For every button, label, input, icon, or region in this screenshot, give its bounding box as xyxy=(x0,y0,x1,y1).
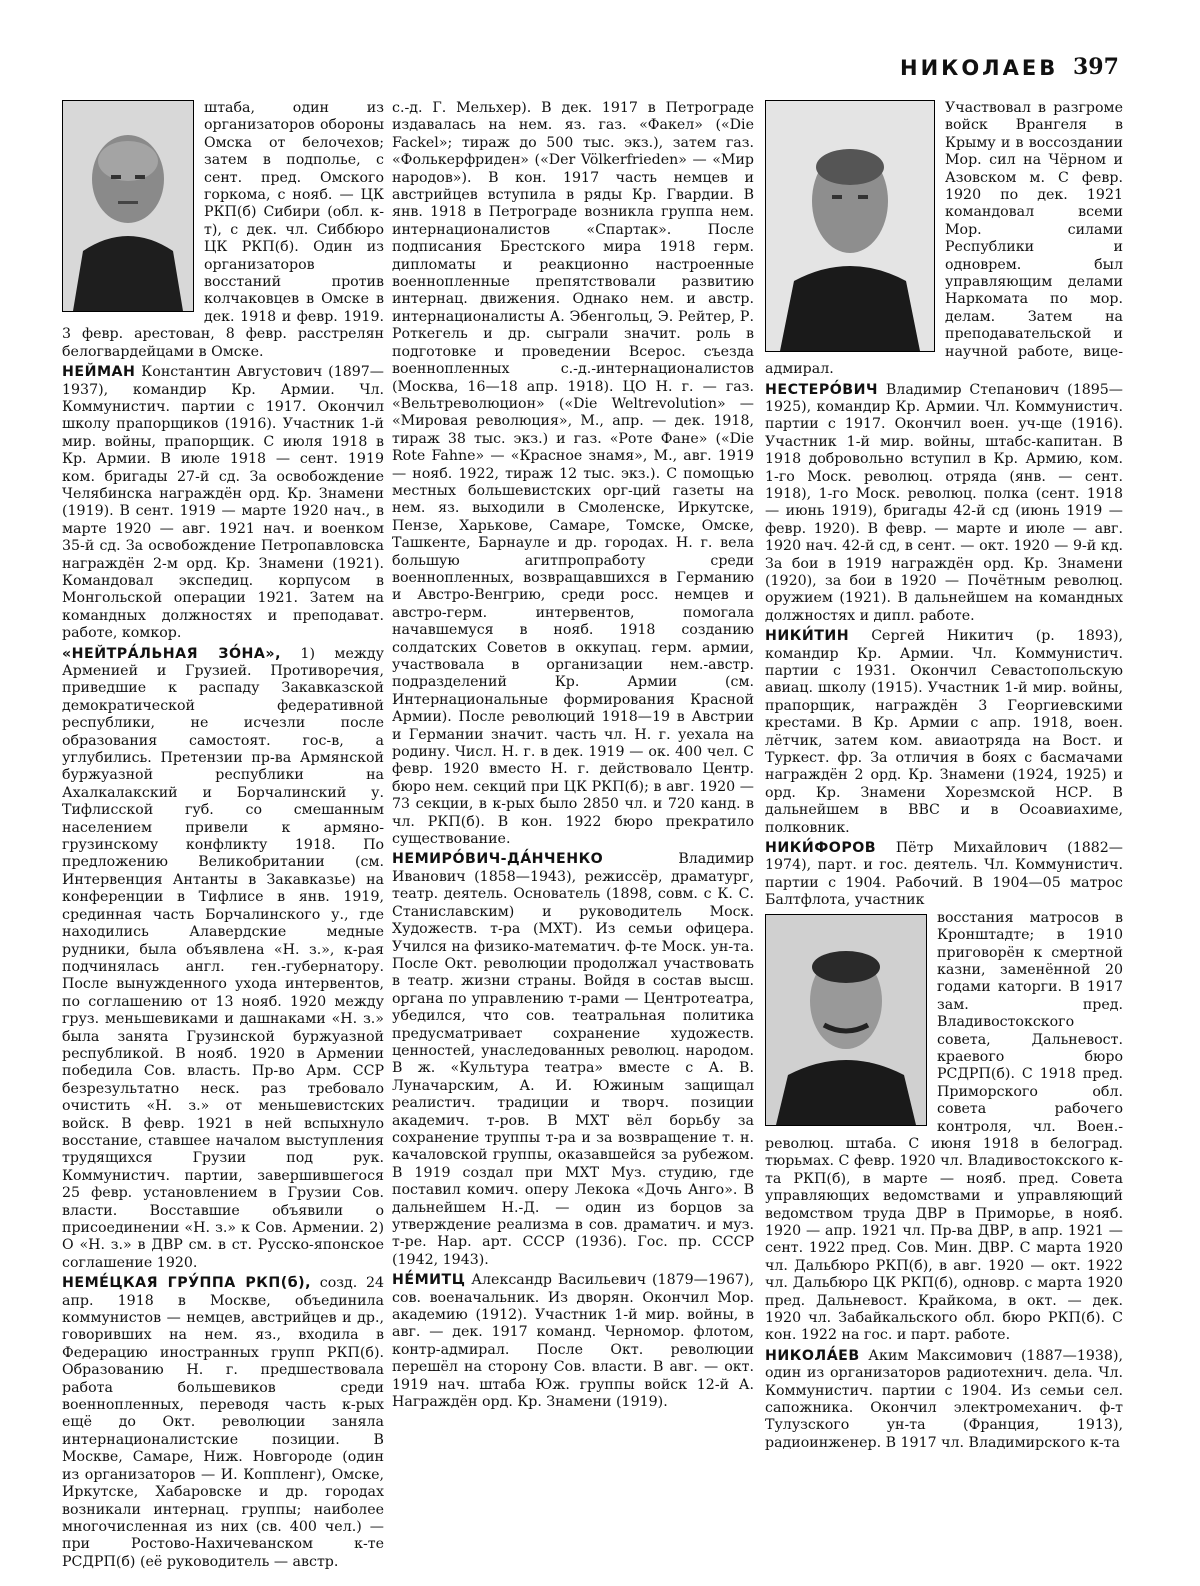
entry-nemirovich-body: Владимир Иванович (1858—1943), режиссёр, драматург, театр. деятель. Основатель (1898, совм. с К. С. Станиславским) и руководитель Моск. Художеств. т-ра (МХТ). Из семьи офицера. Учился на физико-математич. ф-те Моск. ун-та. После Окт. революции продолжал участвовать в театр. жизни страны. Войдя в состав высш. органа по управлению т-рами — Центротеатра, убедился, что сов. театральная политика предусматривает сохранение художеств. ценностей, унаследованных революц. народом. В ж. «Культура театра» вместе с А. В. Луначарским, А. И. Южиным защищал реалистич. традиции и творч. позиции академич. т-ров. В МХТ вёл борьбу за сохранение труппы т-ра и за возвращение т. н. качаловской группы, оказавшейся за рубежом. В 1919 создал при МХТ Муз. студию, где поставил комич. оперу Лекока «Дочь Анго». В дальнейшем Н.-Д. — один из борцов за утверждение реализма в сов. драматич. и муз. т-ре. Нар. арт. СССР (1936). Гос. пр. СССР (1942, 1943). xyxy=(392,851,754,1268)
neiman-prev-continuation: штаба, один из организаторов обороны Омска от белочехов; затем в подполье, с сент. пред. Омского горкома, с нояб. — ЦК РКП(б) Сибири (обл. к-т), с дек. чл. Сиббюро ЦК РКП(б). Один из организаторов восстаний против колчаковцев в Омске в дек. 1918 и февр. 1919. 3 февр. арестован, 8 февр. расстрелян белогвардейцами в Омске. xyxy=(62,100,384,360)
portrait-image xyxy=(766,101,934,351)
column-2 xyxy=(392,100,754,1570)
entry-nemirovich xyxy=(392,851,754,1269)
entry-nikitin-term: НИКИ́ТИН xyxy=(765,628,850,645)
entry-nikiforov-term: НИКИ́ФОРОВ xyxy=(765,840,877,857)
entry-neutral-zone xyxy=(62,646,384,1273)
portrait-neiman-photo xyxy=(62,100,194,312)
entry-nemitts xyxy=(392,1272,754,1411)
entry-nesterovich-term: НЕСТЕРО́ВИЧ xyxy=(765,381,878,398)
entry-german-group-body: созд. 24 апр. 1918 в Москве, объединила коммунистов — немцев, австрийцев и др., говоривших на нем. яз., входила в Федерацию иностранных групп РКП(б). Образованию Н. г. предшествовала работа большевиков среди военнопленных, переводя часть к-рых ещё до Окт. революции заняла интернационалистские позиции. В Москве, Самаре, Ниж. Новгороде (один из организаторов — И. Коппленг), Омске, Иркутске, Хабаровске и др. городах возникали интернац. группы; наиболее многочисленная из них (св. 400 чел.) — при Ростово-Нахичеванском к-те РСДРП(б) (её руководитель — австр. xyxy=(62,1275,384,1570)
entry-nikolaev xyxy=(765,1348,1123,1452)
entry-nikolaev-term: НИКОЛА́ЕВ xyxy=(765,1347,860,1364)
entry-nikiforov xyxy=(765,840,1123,910)
entry-nikiforov-body-a: Пётр Михайлович (1882—1974), парт. и гос. деятель. Чл. Коммунистич. партии с 1904. Рабочий. В 1904—05 матрос Балтфлота, участник xyxy=(765,840,1123,909)
entry-nikiforov-body-b: восстания матросов в Кронштадте; в 1910 приговорён к смертной казни, заменённой 20 годами каторги. В 1917 зам. пред. Владивостокского совета, Дальневост. краевого бюро РСДРП(б). С 1918 пред. Приморского обл. совета рабочего контроля, чл. Воен.-революц. штаба. С июня 1918 в белоград. тюрьмах. С февр. 1920 чл. Владивостокского к-та РКП(б), в марте — нояб. пред. Совета управляющих ведомствами и управляющий ведомством труда ДВР в Приморье, в нояб. 1920 — апр. 1921 чл. Пр-ва ДВР, в апр. 1921 — сент. 1922 пред. Сов. Мин. ДВР. С марта 1920 чл. Дальбюро РКП(б), в авг. 1920 — окт. 1922 чл. Дальбюро ЦК РКП(б), одновр. с марта 1920 пред. Дальневост. Крайкома, в окт. — дек. 1920 чл. Забайкальского обл. бюро РКП(б). С кон. 1922 на гос. и парт. работе. xyxy=(765,909,1123,1344)
entry-nikitin-body: Сергей Никитич (р. 1893), командир Кр. Армии. Чл. Коммунистич. партии с 1931. Окончил Севастопольскую авиац. школу (1915). Участник 1-й мир. войны, прапорщик, награждён 3 Георгиевскими крестами. В Кр. Армии с апр. 1918, воен. лётчик, затем ком. авиаотряда на Вост. и Туркест. фр. За отличия в боях с басмачами награждён 2 орд. Кр. Знамени (1924, 1925) и орд. Кр. Знамени Хорезмской НСР. В дальнейшем в ВВС и в Осоавиахиме, полковник. xyxy=(765,628,1123,836)
running-headword: НИКОЛАЕВ xyxy=(900,56,1059,80)
page-number: 397 xyxy=(1073,54,1119,80)
column-3 xyxy=(765,100,1123,1570)
entry-german-group xyxy=(62,1275,384,1571)
german-group-continuation: с.-д. Г. Мельхер). В дек. 1917 в Петрограде издавалась на нем. яз. газ. «Факел» («Die Fackel»; тираж до 500 тыс. экз.), затем газ. «Фолькерфриден» («Der Völkerfrieden» — «Мир народов»). В кон. 1917 часть немцев и австрийцев вступила в ряды Кр. Гвардии. В янв. 1918 в Петрограде возникла группа нем. интернационалистов «Спартак». После подписания Брестского мира 1918 герм. дипломаты и реакционно настроенные военнопленные препятствовали развитию интернац. движения. Однако нем. и австр. интернационалисты А. Эбенгольц, Э. Рейтер, Р. Роткегель и др. сыграли значит. роль в подготовке и проведении Всерос. съезда военнопленных с.-д.-интернационалистов (Москва, 16—18 апр. 1918). ЦО Н. г. — газ. «Вельтреволюцион» («Die Weltrevolution» — «Мировая революция», М., апр. — дек. 1918, тираж 38 тыс. экз.) и газ. «Роте Фане» («Die Rote Fahne» — «Красное знамя», М., авг. 1919 — нояб. 1922, тираж 12 тыс. экз.). С помощью местных большевистских орг-ций газеты на нем. яз. выходили в Смоленске, Иркутске, Пензе, Харькове, Самаре, Томске, Омске, Ташкенте, Барнауле и др. городах. Н. г. вела большую агитпропработу среди военнопленных, возвращавшихся в Германию и Австро-Венгрию, среди росс. немцев и австро-герм. интервентов, помогала начавшемуся в нояб. 1918 созданию солдатских Советов в оккупац. герм. армии, участвовала в организации нем.-австр. подразделений Кр. Армии (см. Интернациональные формирования Красной Армии). После революций 1918—19 в Австрии и Германии значит. часть чл. Н. г. уехала на родину. Числ. Н. г. в дек. 1919 — ок. 400 чел. С февр. 1920 вместо Н. г. действовало Центр. бюро нем. секций при ЦК РКП(б); в авг. 1920 — 73 секции, в к-рых было 2850 чл. и 720 канд. в чл. РКП(б). В кон. 1922 бюро прекратило существование. xyxy=(392,100,754,848)
entry-neiman-term: НЕЙМАН xyxy=(62,364,136,381)
entry-nemirovich-term: НЕМИРО́ВИЧ-ДА́НЧЕНКО xyxy=(392,851,604,868)
portrait-nikiforov-photo xyxy=(765,914,927,1126)
portrait-nemitts-photo xyxy=(765,100,935,352)
entry-neutral-zone-term: «НЕЙТРА́ЛЬНАЯ ЗО́НА», xyxy=(62,645,281,662)
nemitts-continuation: Участвовал в разгроме войск Врангеля в Крыму и в воссоздании Мор. сил на Чёрном и Азовском м. С февр. 1920 по дек. 1921 командовал всеми Мор. силами Республики и одноврем. был управляющим делами Наркомата по мор. делам. Затем на преподавательской и научной работе, вице-адмирал. xyxy=(765,100,1123,378)
entry-nesterovich-body: Владимир Степанович (1895—1925), командир Кр. Армии. Чл. Коммунистич. партии с 1917. Окончил воен. уч-ще (1916). Участник 1-й мир. войны, штабс-капитан. В 1918 добровольно вступил в Кр. Армию, ком. 1-го Моск. революц. отряда (янв. — сент. 1918), 1-го Моск. революц. полка (сент. 1918 — июнь 1919), бригады 42-й сд (июнь 1919 — февр. 1920). В февр. — марте и июле — авг. 1920 нач. 42-й сд, в сент. — окт. 1920 — 9-й кд. За бои в 1919 награждён орд. Кр. Знамени (1920), за бои в 1920 — Почётным революц. оружием (1921). В дальнейшем на командных должностях и дипл. работе. xyxy=(765,381,1123,624)
entry-neutral-zone-body: 1) между Арменией и Грузией. Противоречия, приведшие к распаду Закавказской демократической федеративной республики, не исчезли после образования самостоят. гос-в, а углубились. Претензии пр-ва Армянской буржуазной республики на Ахалкалакский и Борчалинский у. Тифлисской губ. со смешанным населением привели к армяно-грузинскому конфликту 1918. По предложению Великобритании (см. Интервенция Антанты в Закавказье) на конференции в Тифлисе в янв. 1919, срединная часть Борчалинского у., где находились Алавердские медные рудники, была объявлена «Н. з.», к-рая подчинялась англ. ген.-губернатору. После вынужденного ухода интервентов, по соглашению от 13 нояб. 1920 между груз. меньшевиками и дашнаками «Н. з.» была занята Грузинской буржуазной республикой. В нояб. 1920 в Армении победила Сов. власть. Пр-во Арм. ССР безрезультатно неск. раз требовало очистить «Н. з.» от меньшевистских войск. В февр. 1921 в ней вспыхнуло восстание, ставшее началом выступления трудящихся Грузии под рук. Коммунистич. партии, завершившегося 25 февр. установлением в Грузии Сов. власти. Восставшие объявили о присоединении «Н. з.» к Сов. Армении. 2) О «Н. з.» в ДВР см. в ст. Русско-японское соглашение 1920. xyxy=(62,645,384,1271)
portrait-image xyxy=(63,101,193,311)
entry-german-group-term: НЕМЕ́ЦКАЯ ГРУ́ППА РКП(б), xyxy=(62,1275,312,1292)
entry-nikolaev-body: Аким Максимович (1887—1938), один из организаторов радиотехнич. дела. Чл. Коммунистич. партии с 1904. Из семьи сел. сапожника. Окончил электромеханич. ф-т Тулузского ун-та (Франция, 1913), радиоинженер. В 1917 чл. Владимирского к-та xyxy=(765,1347,1123,1451)
entry-nesterovich xyxy=(765,382,1123,626)
entry-nemitts-body: Александр Васильевич (1879—1967), сов. военачальник. Из дворян. Окончил Мор. академию (1912). Участник 1-й мир. войны, в авг. — дек. 1917 команд. Черномор. флотом, контр-адмирал. После Окт. революции перешёл на сторону Сов. власти. В авг. — окт. 1919 нач. штаба Юж. группы войск 12-й А. Награждён орд. Кр. Знамени (1919). xyxy=(392,1272,754,1411)
page-header xyxy=(890,50,1130,90)
entry-neiman-body: Константин Августович (1897—1937), командир Кр. Армии. Чл. Коммунистич. партии с 1917. Окончил школу прапорщиков (1916). Участник 1-й мир. войны, прапорщик. С июля 1918 в Кр. Армии. В июле 1918 — сент. 1919 ком. бригады 27-й сд. За освобождение Челябинска награждён орд. Кр. Знамени (1919). В сент. 1919 — марте 1920 нач., в марте 1920 — авг. 1921 нач. и военком 35-й сд. За освобождение Петропавловска награждён 2-м орд. Кр. Знамени (1921). Командовал экспедиц. корпусом в Монгольской операции 1921. Затем на командных должностях и преподават. работе, комкор. xyxy=(62,364,384,642)
entry-neiman xyxy=(62,364,384,643)
column-1 xyxy=(62,100,384,1570)
entry-nemitts-term: НЕ́МИТЦ xyxy=(392,1272,466,1289)
portrait-image xyxy=(766,915,926,1125)
entry-nikitin xyxy=(765,628,1123,837)
